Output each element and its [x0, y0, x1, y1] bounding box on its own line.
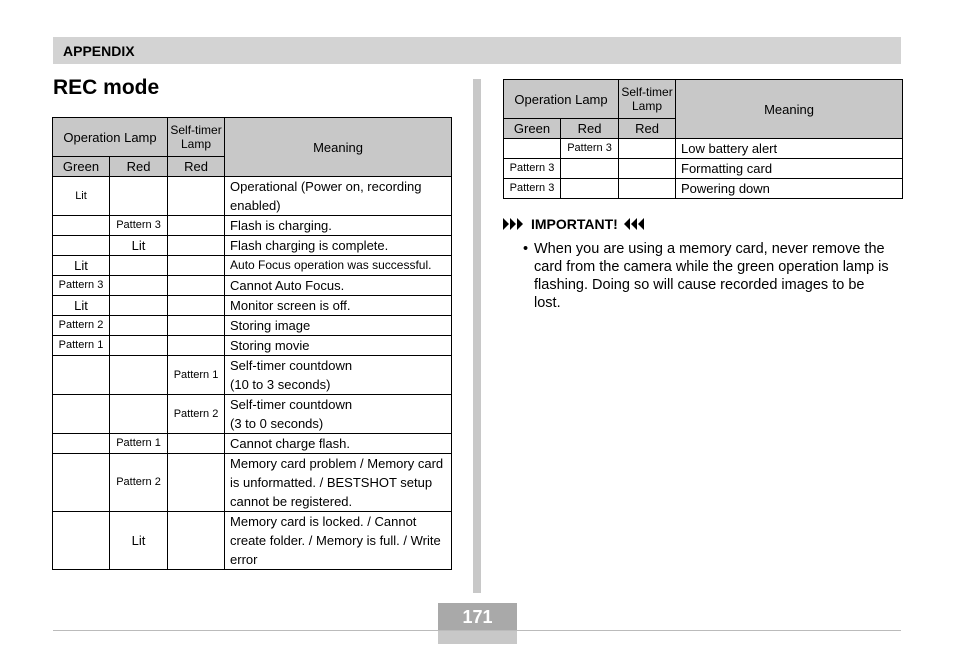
- timer-cell: [619, 159, 676, 179]
- timer-cell: [168, 316, 225, 336]
- self-timer-lamp-header: Self-timer Lamp: [168, 118, 225, 157]
- green-cell: [504, 139, 561, 159]
- timer-cell: Pattern 1: [168, 356, 225, 395]
- green-cell: [53, 395, 110, 434]
- column-divider: [473, 79, 481, 593]
- green-cell: [53, 216, 110, 236]
- timer-cell: [168, 296, 225, 316]
- table-row: [53, 395, 452, 434]
- page-title: REC mode: [53, 76, 160, 99]
- meaning-cell: Monitor screen is off.: [225, 296, 452, 316]
- green-header: Green: [53, 157, 110, 177]
- timer-cell: [168, 336, 225, 356]
- meaning-cell: Storing movie: [225, 336, 452, 356]
- timer-red-header: Red: [168, 157, 225, 177]
- timer-cell: [619, 179, 676, 199]
- green-cell: Pattern 2: [53, 316, 110, 336]
- page-number: 171: [438, 603, 517, 631]
- timer-cell: [619, 139, 676, 159]
- timer-cell: [168, 177, 225, 216]
- self-timer-lamp-header: Self-timer Lamp: [619, 80, 676, 119]
- meaning-cell: Cannot charge flash.: [225, 434, 452, 454]
- red-cell: Pattern 3: [110, 216, 168, 236]
- table-row: [53, 512, 452, 570]
- red-cell: Pattern 2: [110, 454, 168, 512]
- operation-lamp-header: Operation Lamp: [53, 118, 168, 157]
- green-cell: Lit: [53, 256, 110, 276]
- important-text: When you are using a memory card, never remove the card from the camera while the green operation lamp is flashing. Doing so will cause recorded images to be lost.: [534, 241, 889, 311]
- meaning-cell: Memory card is locked. / Cannot create folder. / Memory is full. / Write error: [225, 512, 452, 570]
- timer-red-header: Red: [619, 119, 676, 139]
- table-row: [53, 336, 452, 356]
- header-bar: [53, 37, 901, 64]
- red-cell: [110, 336, 168, 356]
- meaning-cell: Memory card problem / Memory card is unformatted. / BESTSHOT setup cannot be registered.: [225, 454, 452, 512]
- red-cell: Lit: [110, 512, 168, 570]
- section-label: APPENDIX: [63, 43, 135, 59]
- important-right-marker-icon: [624, 218, 646, 230]
- table-row: [53, 434, 452, 454]
- page-number-box: [438, 603, 517, 644]
- meaning-line: Self-timer countdown: [230, 358, 353, 373]
- green-cell: Lit: [53, 177, 110, 216]
- timer-cell: [168, 256, 225, 276]
- meaning-cell: Low battery alert: [676, 139, 903, 159]
- green-cell: [53, 434, 110, 454]
- meaning-cell: Flash charging is complete.: [225, 236, 452, 256]
- important-note: [523, 240, 894, 312]
- meaning-cell: Powering down: [676, 179, 903, 199]
- green-cell: [53, 236, 110, 256]
- operation-lamp-header: Operation Lamp: [504, 80, 619, 119]
- red-cell: [110, 276, 168, 296]
- page-number-band: [438, 631, 517, 644]
- green-cell: Pattern 3: [504, 179, 561, 199]
- meaning-cell: Cannot Auto Focus.: [225, 276, 452, 296]
- table-row: [53, 256, 452, 276]
- red-header: Red: [561, 119, 619, 139]
- bullet-dot: •: [523, 241, 529, 257]
- red-cell: [110, 395, 168, 434]
- table-row: [53, 296, 452, 316]
- meaning-cell: Storing image: [225, 316, 452, 336]
- meaning-cell: Operational (Power on, recording enabled): [225, 177, 452, 216]
- meaning-cell: Flash is charging.: [225, 216, 452, 236]
- meaning-cell: [225, 395, 452, 434]
- red-cell: [110, 256, 168, 276]
- timer-cell: [168, 276, 225, 296]
- important-label: IMPORTANT!: [531, 216, 618, 232]
- red-cell: Pattern 1: [110, 434, 168, 454]
- meaning-line: Self-timer countdown: [230, 397, 353, 412]
- table-row: [53, 177, 452, 216]
- table-row: [53, 454, 452, 512]
- green-cell: Pattern 1: [53, 336, 110, 356]
- timer-cell: [168, 236, 225, 256]
- important-left-marker-icon: [503, 218, 525, 230]
- meaning-header: Meaning: [225, 118, 452, 177]
- red-cell: Pattern 3: [561, 139, 619, 159]
- meaning-line: (10 to 3 seconds): [230, 377, 331, 392]
- footer-rule: [53, 630, 901, 631]
- meaning-cell: [225, 356, 452, 395]
- green-cell: Pattern 3: [504, 159, 561, 179]
- timer-cell: Pattern 2: [168, 395, 225, 434]
- green-cell: Pattern 3: [53, 276, 110, 296]
- table-row: [53, 216, 452, 236]
- table-row: [53, 236, 452, 256]
- table-row: [504, 139, 903, 159]
- green-cell: Lit: [53, 296, 110, 316]
- table-row: [504, 179, 903, 199]
- important-heading: [503, 216, 646, 232]
- meaning-cell: Formatting card: [676, 159, 903, 179]
- meaning-header: Meaning: [676, 80, 903, 139]
- table-row: [504, 159, 903, 179]
- red-cell: [561, 159, 619, 179]
- timer-cell: [168, 434, 225, 454]
- red-cell: [110, 296, 168, 316]
- table-row: [53, 276, 452, 296]
- green-header: Green: [504, 119, 561, 139]
- red-cell: Lit: [110, 236, 168, 256]
- red-cell: [110, 177, 168, 216]
- table-row: [53, 356, 452, 395]
- table-row: [53, 316, 452, 336]
- green-cell: [53, 454, 110, 512]
- rec-mode-lamp-table-continued: [503, 79, 903, 199]
- red-cell: [110, 316, 168, 336]
- meaning-cell: Auto Focus operation was successful.: [225, 256, 452, 276]
- rec-mode-lamp-table: [52, 117, 452, 570]
- red-cell: [561, 179, 619, 199]
- green-cell: [53, 356, 110, 395]
- red-cell: [110, 356, 168, 395]
- red-header: Red: [110, 157, 168, 177]
- timer-cell: [168, 216, 225, 236]
- timer-cell: [168, 454, 225, 512]
- meaning-line: (3 to 0 seconds): [230, 416, 324, 431]
- timer-cell: [168, 512, 225, 570]
- green-cell: [53, 512, 110, 570]
